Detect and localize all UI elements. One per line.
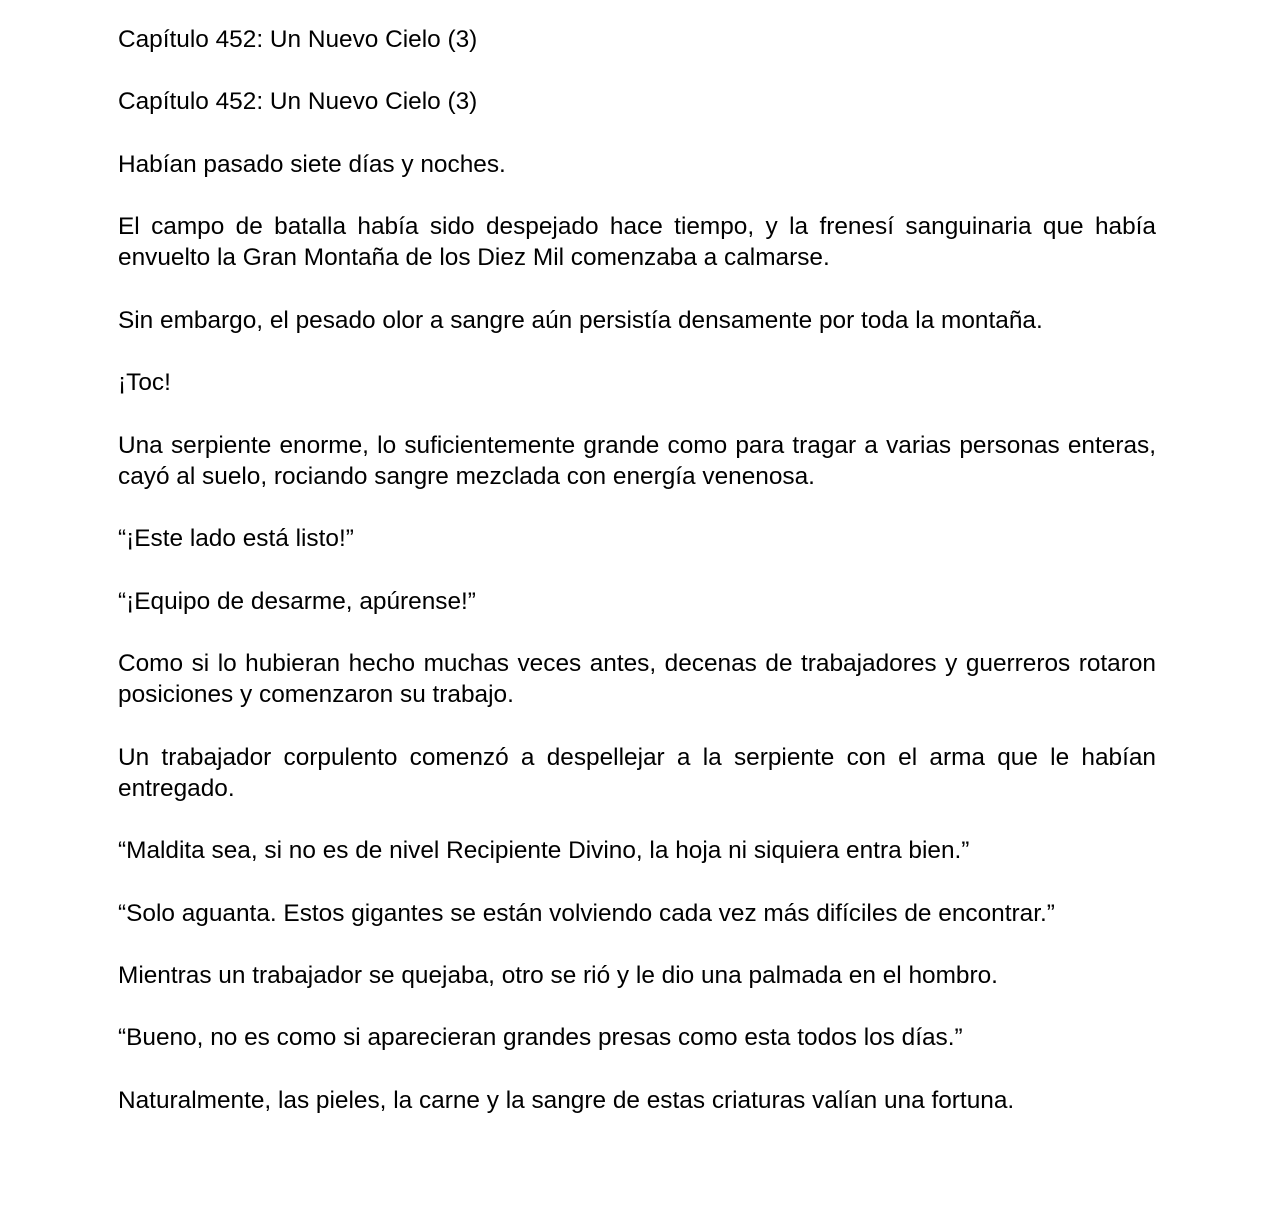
paragraph-2: El campo de batalla había sido despejado hace tiempo, y la frenesí sanguinaria que había envuelto la Gran Montaña de los Diez Mil comenzaba a calmarse. [118,213,1156,272]
chapter-heading: Capítulo 452: Un Nuevo Cielo (3) [118,26,478,53]
paragraph-11: “Solo aguanta. Estos gigantes se están volviendo cada vez más difíciles de encontrar.” [118,899,1055,927]
paragraph-4: ¡Toc! [118,369,171,397]
document-page [118,24,1156,1147]
paragraph-5: Una serpiente enorme, lo suficientemente grande como para tragar a varias personas enteras, cayó al suelo, rociando sangre mezclada con energía venenosa. [118,431,1156,490]
paragraph-13: “Bueno, no es como si aparecieran grandes presas como esta todos los días.” [118,1024,963,1052]
paragraph-9: Un trabajador corpulento comenzó a despellejar a la serpiente con el arma que le habían entregado. [118,743,1156,802]
paragraph-10: “Maldita sea, si no es de nivel Recipiente Divino, la hoja ni siquiera entra bien.” [118,837,970,865]
paragraph-14: Naturalmente, las pieles, la carne y la sangre de estas criaturas valían una fortuna. [118,1086,1015,1114]
paragraph-1: Habían pasado siete días y noches. [118,150,506,178]
paragraph-7: “¡Equipo de desarme, apúrense!” [118,587,476,615]
paragraph-6: “¡Este lado está listo!” [118,525,354,553]
paragraph-8: Como si lo hubieran hecho muchas veces antes, decenas de trabajadores y guerreros rotaron posiciones y comenzaron su trabajo. [118,649,1156,709]
paragraph-3: Sin embargo, el pesado olor a sangre aún persistía densamente por toda la montaña. [118,306,1043,334]
paragraph-12: Mientras un trabajador se quejaba, otro se rió y le dio una palmada en el hombro. [118,961,998,989]
chapter-heading-repeat: Capítulo 452: Un Nuevo Cielo (3) [118,88,478,116]
